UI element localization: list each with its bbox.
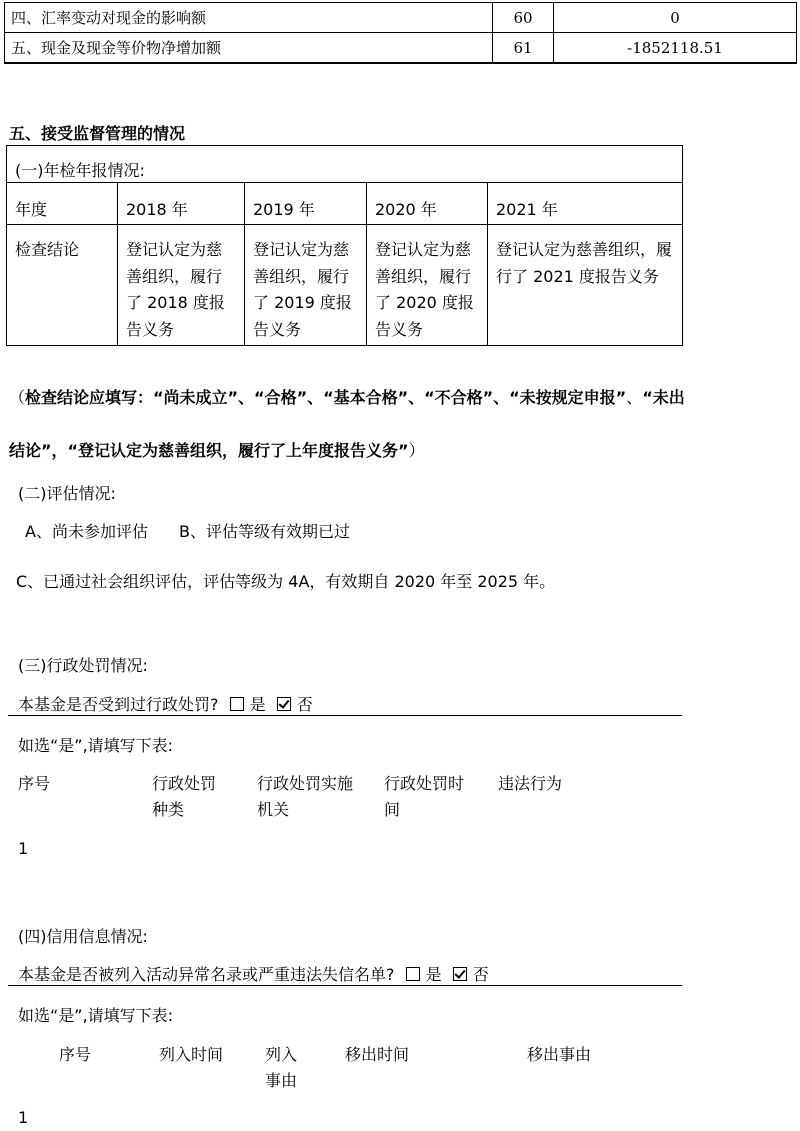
cashflow-line-no: 60 (493, 3, 554, 33)
credit-yes-checkbox[interactable] (406, 967, 420, 981)
note-open: （ (9, 388, 26, 407)
table-row (5, 3, 797, 33)
year-cell: 2020 年 (367, 183, 488, 225)
section-title: 五、接受监督管理的情况 (9, 124, 186, 143)
penalty-question: 本基金是否受到过行政处罚? (18, 695, 219, 714)
credit-col-out-reason: 移出事由 (527, 1045, 592, 1064)
col-text: 事由 (265, 1071, 298, 1090)
credit-caption: (四)信用信息情况: (18, 927, 148, 946)
note-bold-b: “未出结论”，“登记认定为慈善组织，履行了上年度报告义务” (9, 388, 685, 460)
divider (8, 715, 682, 716)
penalty-col-type (152, 771, 216, 823)
penalty-col-time (384, 771, 464, 823)
penalty-no-label: 否 (296, 695, 313, 714)
penalty-caption: (三)行政处罚情况: (18, 656, 148, 675)
col-text: 行政处罚实施 (257, 774, 354, 793)
penalty-col-act: 违法行为 (498, 774, 563, 793)
cashflow-label: 五、现金及现金等价物净增加额 (5, 33, 493, 64)
credit-question-line (18, 962, 489, 985)
penalty-yes-checkbox[interactable] (230, 697, 244, 711)
credit-instruction: 如选“是”,请填写下表: (18, 1006, 174, 1025)
year-header: 年度 (7, 183, 118, 225)
result-cell: 登记认定为慈善组织，履行了 2019 度报告义务 (245, 225, 367, 346)
result-header: 检查结论 (7, 225, 118, 346)
table-row (7, 225, 683, 346)
inspection-caption: (一)年检年报情况: (7, 146, 683, 183)
note-close: ） (408, 441, 425, 460)
col-text: 行政处罚 (152, 774, 217, 793)
evaluation-option-c: C、已通过社会组织评估，评估等级为 4A，有效期自 2020 年至 2025 年。 (16, 572, 556, 591)
result-cell: 登记认定为慈善组织，履行了 2020 度报告义务 (367, 225, 488, 346)
table-row (7, 146, 683, 183)
result-cell: 登记认定为慈善组织，履行了 2018 度报告义务 (118, 225, 245, 346)
penalty-yes-label: 是 (249, 695, 266, 714)
cashflow-line-no: 61 (493, 33, 554, 64)
credit-row-no: 1 (18, 1108, 29, 1127)
year-cell: 2019 年 (245, 183, 367, 225)
note-bold-a: 检查结论应填写：“尚未成立”、“合格”、“基本合格”、“不合格”、“未按规定申报” (25, 388, 627, 407)
col-text: 机关 (257, 800, 290, 819)
year-cell: 2021 年 (488, 183, 683, 225)
credit-col-out-time: 移出时间 (345, 1045, 410, 1064)
credit-question: 本基金是否被列入活动异常名录或严重违法失信名单? (18, 965, 395, 984)
col-text: 行政处罚时 (384, 774, 465, 793)
year-cell: 2018 年 (118, 183, 245, 225)
cashflow-amount: -1852118.51 (554, 33, 797, 64)
penalty-col-no: 序号 (18, 774, 51, 793)
cashflow-table (4, 2, 797, 64)
evaluation-caption: (二)评估情况: (18, 484, 116, 503)
penalty-row-no: 1 (18, 839, 29, 858)
cashflow-label: 四、汇率变动对现金的影响额 (5, 3, 493, 33)
credit-no-label: 否 (472, 965, 489, 984)
credit-yes-label: 是 (425, 965, 442, 984)
inspection-table (6, 145, 683, 346)
cashflow-amount: 0 (554, 3, 797, 33)
col-text: 列入 (265, 1045, 298, 1064)
table-row (5, 33, 797, 64)
credit-col-in-time: 列入时间 (159, 1045, 224, 1064)
col-text: 种类 (152, 800, 185, 819)
evaluation-option-b: B、评估等级有效期已过 (179, 522, 350, 541)
note-sep: 、 (626, 388, 643, 407)
result-cell: 登记认定为慈善组织，履行了 2021 度报告义务 (488, 225, 683, 346)
penalty-no-checkbox[interactable] (277, 697, 291, 711)
col-text: 间 (384, 800, 401, 819)
credit-col-no: 序号 (59, 1045, 92, 1064)
divider (8, 985, 682, 986)
penalty-question-line (18, 692, 313, 715)
table-row (7, 183, 683, 225)
inspection-note (9, 371, 689, 477)
evaluation-option-a: A、尚未参加评估 (25, 522, 148, 541)
credit-no-checkbox[interactable] (453, 967, 467, 981)
credit-col-in-reason (265, 1042, 297, 1094)
penalty-instruction: 如选“是”,请填写下表: (18, 736, 174, 755)
penalty-col-org (257, 771, 353, 823)
